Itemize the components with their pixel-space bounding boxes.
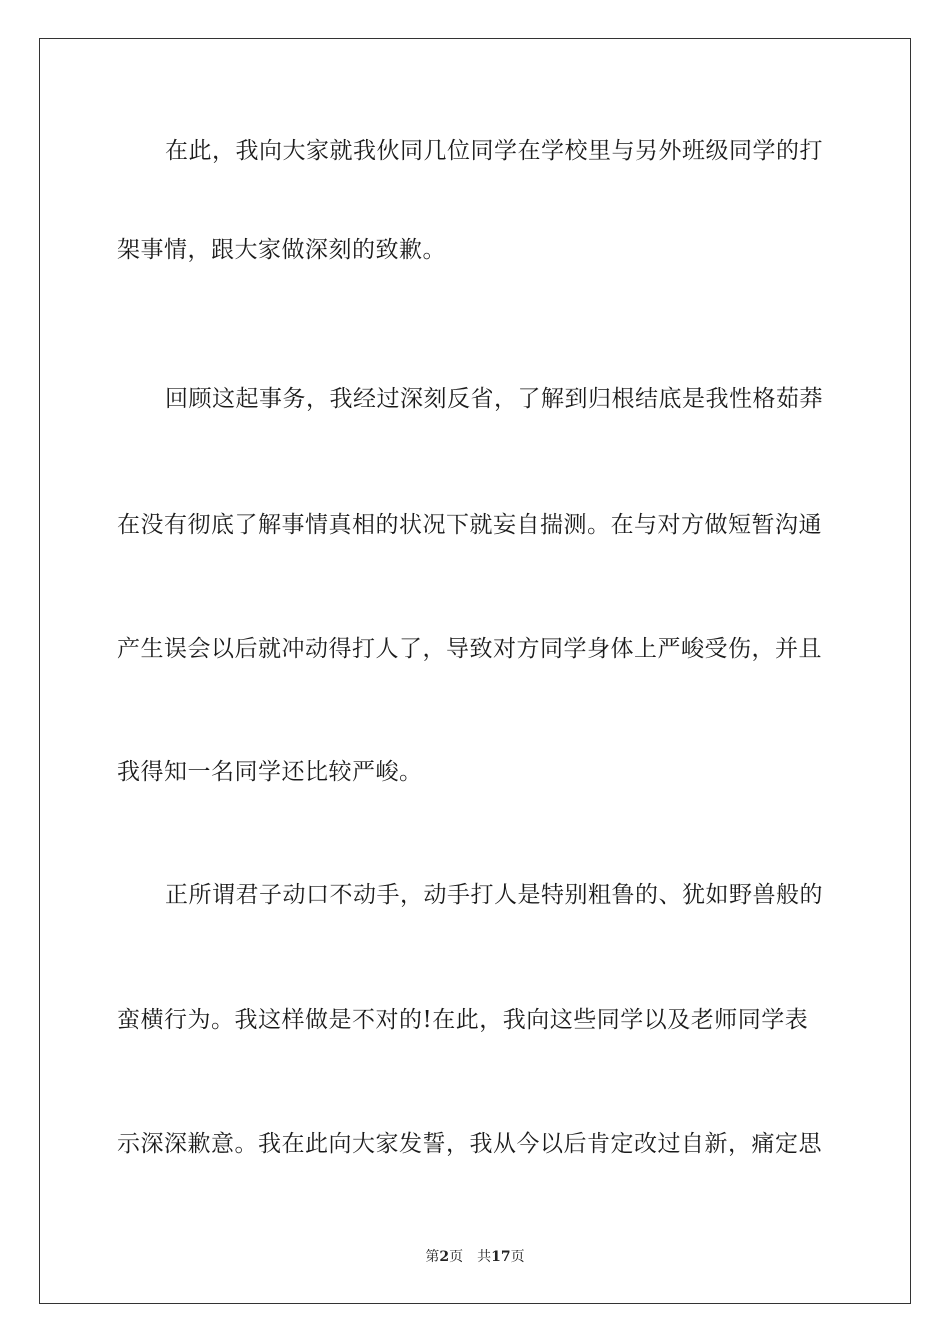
paragraph-1-line-1: 在此，我向大家就我伙同几位同学在学校里与另外班级同学的打 (165, 138, 823, 164)
paragraph-3-line-1: 正所谓君子动口不动手，动手打人是特别粗鲁的、犹如野兽般的 (165, 882, 823, 908)
paragraph-2-line-3: 产生误会以后就冲动得打人了，导致对方同学身体上严峻受伤，并且 (117, 636, 822, 662)
page-prefix: 第 (425, 1249, 440, 1265)
paragraph-3-line-2: 蛮横行为。我这样做是不对的!在此，我向这些同学以及老师同学表 (117, 1007, 809, 1033)
page-total: 17 (491, 1249, 511, 1265)
total-suffix: 页 (510, 1249, 525, 1265)
paragraph-3-line-3: 示深深歉意。我在此向大家发誓，我从今以后肯定改过自新，痛定思 (117, 1131, 822, 1157)
total-prefix: 共 (477, 1249, 492, 1265)
paragraph-2-line-2: 在没有彻底了解事情真相的状况下就妄自揣测。在与对方做短暂沟通 (117, 512, 822, 538)
page-current: 2 (439, 1249, 450, 1265)
page-footer (0, 1248, 950, 1266)
paragraph-2-line-1: 回顾这起事务，我经过深刻反省，了解到归根结底是我性格茹莽 (165, 386, 823, 412)
paragraph-2-line-4: 我得知一名同学还比较严峻。 (117, 759, 423, 785)
page-suffix: 页 (449, 1249, 464, 1265)
page-border (39, 38, 911, 1304)
paragraph-1-line-2: 架事情，跟大家做深刻的致歉。 (117, 237, 446, 263)
